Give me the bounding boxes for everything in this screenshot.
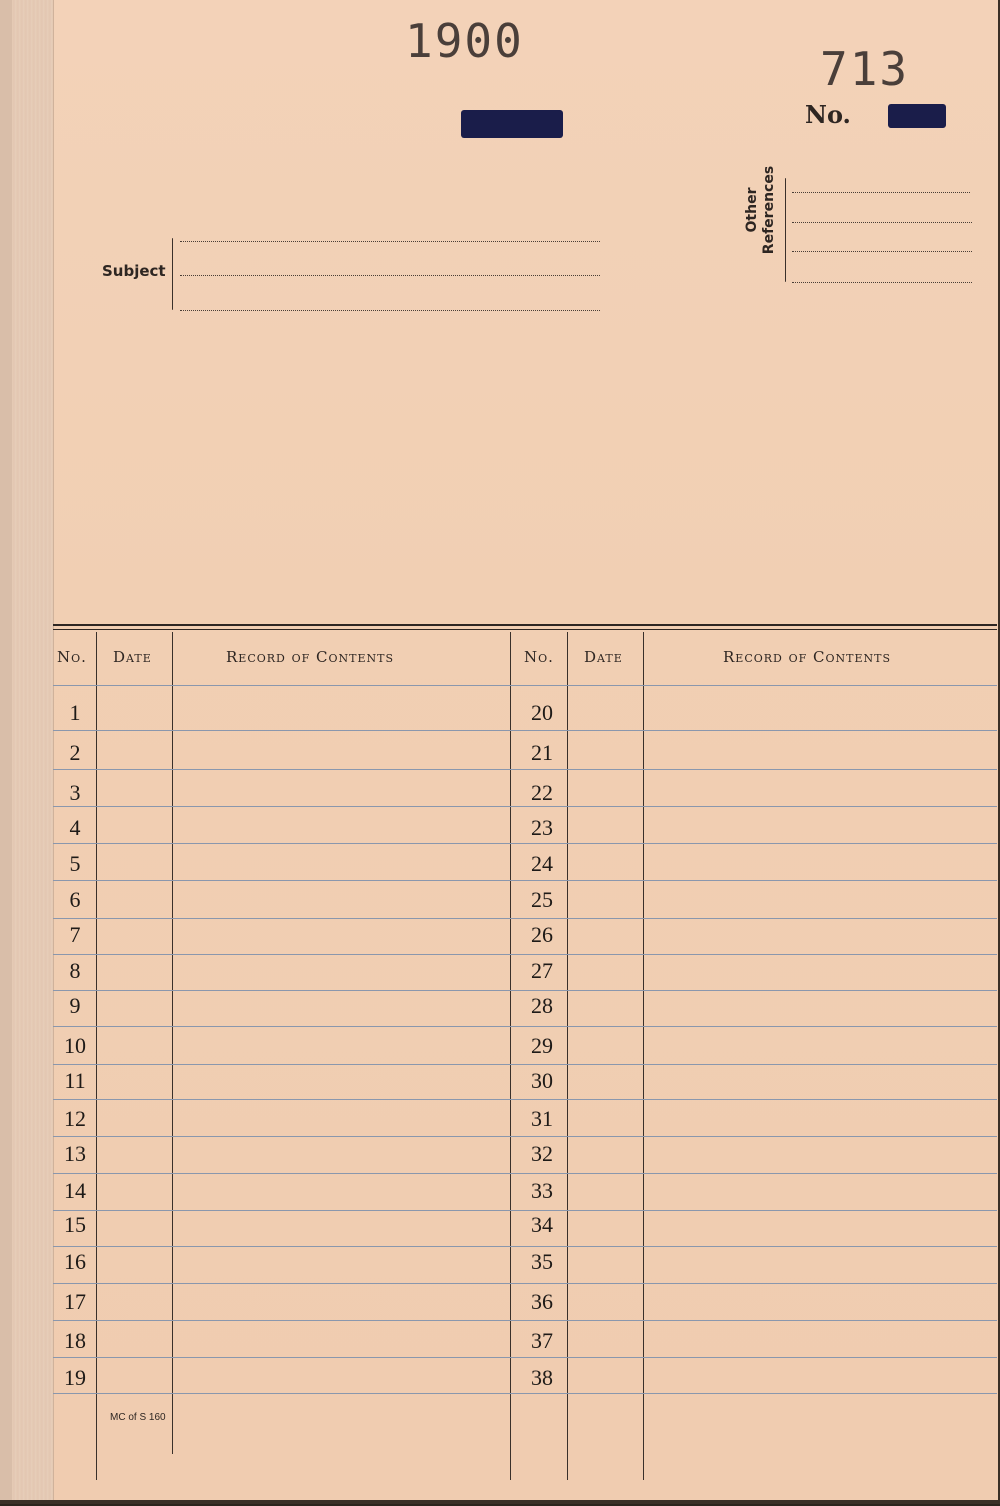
row-number-left: 18 — [64, 1328, 86, 1353]
redaction-bar-number — [888, 104, 946, 128]
row-number-right: 33 — [531, 1178, 553, 1203]
subject-line-2 — [180, 275, 600, 276]
row-number-left: 12 — [64, 1106, 86, 1131]
col-record-left: Record of Contents — [226, 648, 395, 666]
row-number-right: 23 — [531, 815, 553, 840]
row-number-right: 35 — [531, 1249, 553, 1274]
reference-line-4 — [792, 282, 972, 283]
ruled-line — [53, 880, 997, 881]
ruled-line — [53, 954, 997, 955]
row-number-left: 8 — [69, 958, 81, 983]
vrule-right-date — [643, 632, 644, 1480]
other-references-line-1: Other — [744, 187, 760, 233]
row-number-right: 20 — [531, 700, 553, 725]
row-number-left: 16 — [64, 1249, 86, 1274]
ruled-line — [53, 843, 997, 844]
row-number-right: 38 — [531, 1365, 553, 1390]
subject-line-1 — [180, 241, 600, 242]
ruled-line — [53, 1173, 997, 1174]
file-number-stamp: 713 — [820, 42, 910, 96]
ruled-line — [53, 1026, 997, 1027]
subject-line-3 — [180, 310, 600, 311]
vrule-right-no — [567, 632, 568, 1480]
row-number-left: 7 — [69, 922, 81, 947]
number-label: No. — [805, 100, 851, 129]
row-number-right: 30 — [531, 1068, 553, 1093]
row-number-left: 2 — [69, 740, 81, 765]
table-top-rule — [53, 624, 997, 626]
vrule-left-no — [96, 632, 97, 1480]
ruled-line — [53, 1357, 997, 1358]
ruled-line — [53, 1283, 997, 1284]
row-number-right: 32 — [531, 1141, 553, 1166]
row-number-right: 26 — [531, 922, 553, 947]
binding-edge — [0, 0, 12, 1500]
row-number-left: 13 — [64, 1141, 86, 1166]
row-number-left: 15 — [64, 1212, 86, 1237]
reference-line-3 — [792, 251, 972, 252]
ruled-line — [53, 730, 997, 731]
row-number-right: 24 — [531, 851, 553, 876]
ruled-line — [53, 769, 997, 770]
table-top-rule-thin — [53, 629, 997, 630]
row-number-right: 21 — [531, 740, 553, 765]
row-number-left: 11 — [64, 1068, 86, 1093]
row-number-right: 37 — [531, 1328, 553, 1353]
reference-line-1 — [792, 192, 970, 193]
col-record-right: Record of Contents — [723, 648, 892, 666]
vrule-mid — [510, 632, 511, 1480]
reference-line-2 — [792, 222, 972, 223]
row-number-left: 1 — [69, 700, 81, 725]
row-number-left: 9 — [69, 993, 81, 1018]
row-number-right: 22 — [531, 780, 553, 805]
ruled-line — [53, 1064, 997, 1065]
subject-label: Subject — [102, 262, 166, 280]
col-no-right: No. — [524, 648, 554, 666]
row-number-right: 36 — [531, 1289, 553, 1314]
row-number-left: 3 — [69, 780, 81, 805]
row-number-left: 14 — [64, 1178, 86, 1203]
row-number-right: 25 — [531, 887, 553, 912]
row-number-left: 10 — [64, 1033, 86, 1058]
row-number-left: 4 — [69, 815, 81, 840]
row-number-left: 6 — [69, 887, 81, 912]
other-references-line-2: References — [761, 165, 777, 255]
ruled-line — [53, 1393, 997, 1394]
col-date-right: Date — [584, 648, 623, 666]
row-number-left: 5 — [69, 851, 81, 876]
vrule-left-date — [172, 632, 173, 1454]
ruled-line — [53, 1099, 997, 1100]
row-number-left: 19 — [64, 1365, 86, 1390]
redaction-bar-top — [461, 110, 563, 138]
subject-brace — [172, 238, 173, 310]
ruled-line — [53, 685, 997, 686]
ruled-line — [53, 1136, 997, 1137]
row-number-right: 28 — [531, 993, 553, 1018]
ruled-line — [53, 1320, 997, 1321]
form-code: MC of S 160 — [110, 1412, 166, 1423]
col-no-left: No. — [57, 648, 87, 666]
other-references-brace — [785, 178, 786, 282]
ruled-line — [53, 990, 997, 991]
ruled-line — [53, 1210, 997, 1211]
row-number-right: 29 — [531, 1033, 553, 1058]
ruled-line — [53, 918, 997, 919]
row-number-right: 27 — [531, 958, 553, 983]
ruled-line — [53, 806, 997, 807]
col-date-left: Date — [113, 648, 152, 666]
year-stamp: 1900 — [405, 14, 524, 68]
row-number-right: 31 — [531, 1106, 553, 1131]
row-number-left: 17 — [64, 1289, 86, 1314]
other-references-label — [744, 165, 778, 255]
ruled-line — [53, 1246, 997, 1247]
row-number-right: 34 — [531, 1212, 553, 1237]
